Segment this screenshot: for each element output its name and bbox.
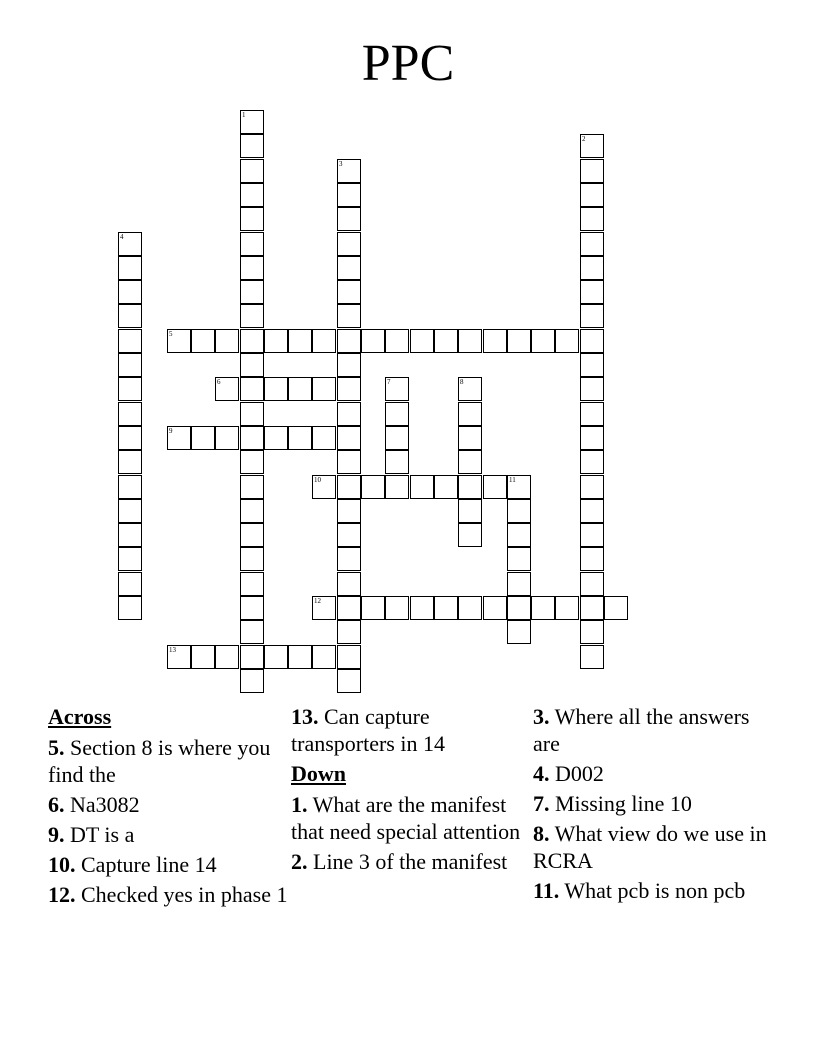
grid-cell[interactable] xyxy=(580,572,604,596)
grid-cell[interactable] xyxy=(337,183,361,207)
grid-cell[interactable] xyxy=(240,499,264,523)
clue-number: 8 xyxy=(460,378,464,386)
grid-cell[interactable] xyxy=(385,377,409,401)
grid-cell[interactable] xyxy=(118,572,142,596)
grid-cell[interactable] xyxy=(337,377,361,401)
grid-cell[interactable] xyxy=(337,159,361,183)
clue-number: 13 xyxy=(169,646,176,654)
clue-number: 4 xyxy=(120,233,124,241)
grid-cell[interactable] xyxy=(118,232,142,256)
clue-column-3 xyxy=(533,703,773,907)
grid-cell[interactable] xyxy=(580,280,604,304)
grid-cell[interactable] xyxy=(240,134,264,158)
grid-cell[interactable] xyxy=(337,450,361,474)
grid-cell[interactable] xyxy=(240,377,264,401)
grid-cell[interactable] xyxy=(288,377,312,401)
grid-cell[interactable] xyxy=(215,426,239,450)
grid-cell[interactable] xyxy=(385,426,409,450)
grid-cell[interactable] xyxy=(264,329,288,353)
grid-cell[interactable] xyxy=(240,159,264,183)
grid-cell[interactable] xyxy=(264,645,288,669)
grid-cell[interactable] xyxy=(337,523,361,547)
grid-cell[interactable] xyxy=(580,134,604,158)
grid-cell[interactable] xyxy=(555,596,579,620)
grid-cell[interactable] xyxy=(458,596,482,620)
grid-cell[interactable] xyxy=(167,329,191,353)
grid-cell[interactable] xyxy=(312,329,336,353)
grid-cell[interactable] xyxy=(580,499,604,523)
across-clue-13: 13. Can capture transporters in 14 xyxy=(291,704,445,756)
grid-cell[interactable] xyxy=(337,620,361,644)
across-clue-9: 9. DT is a xyxy=(48,822,135,847)
grid-cell[interactable] xyxy=(434,596,458,620)
grid-cell[interactable] xyxy=(458,523,482,547)
down-heading: Down xyxy=(291,761,347,786)
grid-cell[interactable] xyxy=(240,426,264,450)
grid-cell[interactable] xyxy=(483,596,507,620)
grid-cell[interactable] xyxy=(118,426,142,450)
grid-cell[interactable] xyxy=(580,256,604,280)
grid-cell[interactable] xyxy=(458,329,482,353)
grid-cell[interactable] xyxy=(118,353,142,377)
grid-cell[interactable] xyxy=(191,645,215,669)
grid-cell[interactable] xyxy=(361,475,385,499)
grid-cell[interactable] xyxy=(458,475,482,499)
grid-cell[interactable] xyxy=(288,329,312,353)
grid-cell[interactable] xyxy=(312,645,336,669)
grid-cell[interactable] xyxy=(507,523,531,547)
grid-cell[interactable] xyxy=(410,596,434,620)
grid-cell[interactable] xyxy=(337,232,361,256)
grid-cell[interactable] xyxy=(118,596,142,620)
grid-cell[interactable] xyxy=(240,596,264,620)
grid-cell[interactable] xyxy=(118,475,142,499)
grid-cell[interactable] xyxy=(264,377,288,401)
grid-cell[interactable] xyxy=(337,353,361,377)
clue-number: 3 xyxy=(339,160,343,168)
grid-cell[interactable] xyxy=(118,499,142,523)
clue-number: 2 xyxy=(582,135,586,143)
grid-cell[interactable] xyxy=(580,402,604,426)
grid-cell[interactable] xyxy=(240,402,264,426)
grid-cell[interactable] xyxy=(240,645,264,669)
grid-cell[interactable] xyxy=(580,450,604,474)
grid-cell[interactable] xyxy=(240,304,264,328)
grid-cell[interactable] xyxy=(240,475,264,499)
grid-cell[interactable] xyxy=(240,547,264,571)
grid-cell[interactable] xyxy=(312,475,336,499)
clue-number: 6 xyxy=(217,378,221,386)
grid-cell[interactable] xyxy=(337,304,361,328)
grid-cell[interactable] xyxy=(337,669,361,693)
grid-cell[interactable] xyxy=(531,596,555,620)
grid-cell[interactable] xyxy=(580,329,604,353)
down-clue-8: 8. What view do we use in RCRA xyxy=(533,821,767,873)
grid-cell[interactable] xyxy=(240,620,264,644)
grid-cell[interactable] xyxy=(458,499,482,523)
grid-cell[interactable] xyxy=(410,329,434,353)
grid-cell[interactable] xyxy=(580,620,604,644)
grid-cell[interactable] xyxy=(118,304,142,328)
grid-cell[interactable] xyxy=(118,450,142,474)
grid-cell[interactable] xyxy=(385,596,409,620)
grid-cell[interactable] xyxy=(118,329,142,353)
grid-cell[interactable] xyxy=(337,402,361,426)
grid-cell[interactable] xyxy=(191,329,215,353)
grid-cell[interactable] xyxy=(410,475,434,499)
grid-cell[interactable] xyxy=(337,645,361,669)
grid-cell[interactable] xyxy=(580,426,604,450)
grid-cell[interactable] xyxy=(118,280,142,304)
grid-cell[interactable] xyxy=(458,402,482,426)
across-clue-12: 12. Checked yes in phase 1 xyxy=(48,882,288,907)
grid-cell[interactable] xyxy=(483,475,507,499)
grid-cell[interactable] xyxy=(531,329,555,353)
down-clue-1: 1. What are the manifest that need special attention xyxy=(291,792,521,844)
clue-number: 11 xyxy=(509,476,516,484)
clue-number: 1 xyxy=(242,111,246,119)
across-clue-6: 6. Na3082 xyxy=(48,792,140,817)
down-clue-3: 3. Where all the answers are xyxy=(533,704,750,756)
grid-cell[interactable] xyxy=(580,207,604,231)
grid-cell[interactable] xyxy=(337,207,361,231)
down-clue-4: 4. D002 xyxy=(533,761,604,786)
grid-cell[interactable] xyxy=(555,329,579,353)
clue-column-1 xyxy=(48,703,288,911)
down-clue-11: 11. What pcb is non pcb xyxy=(533,878,746,903)
grid-cell[interactable] xyxy=(507,547,531,571)
grid-cell[interactable] xyxy=(288,645,312,669)
grid-cell[interactable] xyxy=(240,280,264,304)
grid-cell[interactable] xyxy=(240,110,264,134)
clue-column-2 xyxy=(291,703,531,878)
grid-cell[interactable] xyxy=(337,499,361,523)
grid-cell[interactable] xyxy=(240,353,264,377)
grid-cell[interactable] xyxy=(288,426,312,450)
grid-cell[interactable] xyxy=(580,183,604,207)
grid-cell[interactable] xyxy=(240,183,264,207)
grid-cell[interactable] xyxy=(312,377,336,401)
grid-cell[interactable] xyxy=(580,353,604,377)
grid-cell[interactable] xyxy=(580,232,604,256)
grid-cell[interactable] xyxy=(434,329,458,353)
grid-cell[interactable] xyxy=(240,669,264,693)
grid-cell[interactable] xyxy=(361,596,385,620)
grid-cell[interactable] xyxy=(361,329,385,353)
grid-cell[interactable] xyxy=(312,596,336,620)
grid-cell[interactable] xyxy=(240,232,264,256)
grid-cell[interactable] xyxy=(434,475,458,499)
grid-cell[interactable] xyxy=(580,523,604,547)
grid-cell[interactable] xyxy=(580,304,604,328)
grid-cell[interactable] xyxy=(580,547,604,571)
down-clue-2: 2. Line 3 of the manifest xyxy=(291,849,508,874)
grid-cell[interactable] xyxy=(264,426,288,450)
grid-cell[interactable] xyxy=(167,645,191,669)
grid-cell[interactable] xyxy=(337,256,361,280)
grid-cell[interactable] xyxy=(337,329,361,353)
grid-cell[interactable] xyxy=(240,329,264,353)
grid-cell[interactable] xyxy=(580,159,604,183)
across-clue-10: 10. Capture line 14 xyxy=(48,852,217,877)
clue-number: 12 xyxy=(314,597,321,605)
grid-cell[interactable] xyxy=(580,475,604,499)
grid-cell[interactable] xyxy=(580,596,604,620)
across-clue-5: 5. Section 8 is where you find the xyxy=(48,735,271,787)
grid-cell[interactable] xyxy=(240,256,264,280)
grid-cell[interactable] xyxy=(191,426,215,450)
grid-cell[interactable] xyxy=(458,377,482,401)
grid-cell[interactable] xyxy=(240,572,264,596)
puzzle-title: PPC xyxy=(361,35,455,92)
grid-cell[interactable] xyxy=(507,475,531,499)
grid-cell[interactable] xyxy=(385,402,409,426)
grid-cell[interactable] xyxy=(507,596,531,620)
down-clue-7: 7. Missing line 10 xyxy=(533,791,692,816)
grid-cell[interactable] xyxy=(483,329,507,353)
grid-cell[interactable] xyxy=(337,280,361,304)
grid-cell[interactable] xyxy=(507,499,531,523)
grid-cell[interactable] xyxy=(385,475,409,499)
grid-cell[interactable] xyxy=(337,596,361,620)
clue-number: 7 xyxy=(387,378,391,386)
grid-cell[interactable] xyxy=(337,572,361,596)
grid-cell[interactable] xyxy=(337,426,361,450)
grid-cell[interactable] xyxy=(385,329,409,353)
grid-cell[interactable] xyxy=(312,426,336,450)
grid-cell[interactable] xyxy=(240,523,264,547)
grid-cell[interactable] xyxy=(337,547,361,571)
grid-cell[interactable] xyxy=(240,207,264,231)
grid-cell[interactable] xyxy=(507,620,531,644)
grid-cell[interactable] xyxy=(604,596,628,620)
grid-cell[interactable] xyxy=(580,645,604,669)
grid-cell[interactable] xyxy=(458,450,482,474)
grid-cell[interactable] xyxy=(458,426,482,450)
grid-cell[interactable] xyxy=(507,329,531,353)
grid-cell[interactable] xyxy=(118,523,142,547)
grid-cell[interactable] xyxy=(215,377,239,401)
grid-cell[interactable] xyxy=(240,450,264,474)
grid-cell[interactable] xyxy=(118,256,142,280)
clue-number: 10 xyxy=(314,476,321,484)
grid-cell[interactable] xyxy=(507,572,531,596)
grid-cell[interactable] xyxy=(118,402,142,426)
grid-cell[interactable] xyxy=(215,329,239,353)
grid-cell[interactable] xyxy=(118,377,142,401)
grid-cell[interactable] xyxy=(580,377,604,401)
clue-number: 5 xyxy=(169,330,173,338)
across-heading: Across xyxy=(48,704,112,729)
grid-cell[interactable] xyxy=(167,426,191,450)
grid-cell[interactable] xyxy=(215,645,239,669)
clue-number: 9 xyxy=(169,427,173,435)
grid-cell[interactable] xyxy=(337,475,361,499)
grid-cell[interactable] xyxy=(118,547,142,571)
grid-cell[interactable] xyxy=(385,450,409,474)
